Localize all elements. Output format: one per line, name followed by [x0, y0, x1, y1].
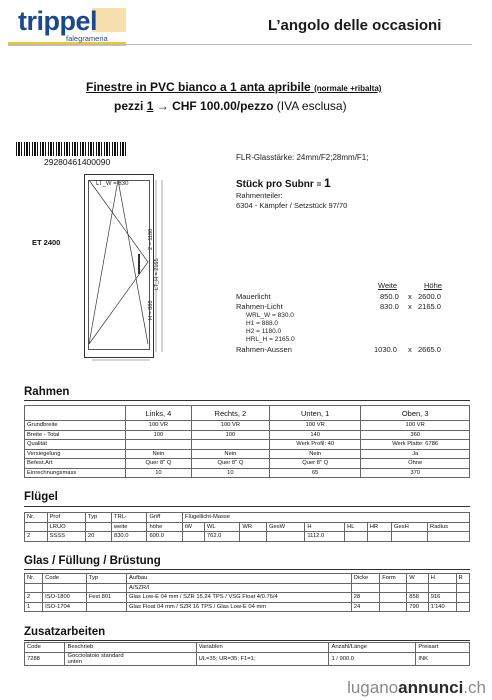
price-value: CHF 100.00/pezzo	[172, 99, 274, 113]
table-cell: Nr.	[25, 574, 43, 584]
table-cell: höhe	[147, 522, 182, 532]
table-cell: 762.0	[204, 532, 239, 542]
table-cell: 1112.0	[305, 532, 345, 542]
logo	[8, 4, 126, 46]
table-cell: 2	[25, 532, 48, 542]
table-row	[25, 449, 470, 459]
row-aussen-label: Rahmen-Aussen	[236, 345, 292, 354]
table-cell: Nr.	[25, 513, 48, 523]
table-cell: 360	[361, 430, 470, 440]
stueck-value: 1	[324, 176, 331, 190]
sub-h2: H2 = 1180.0	[246, 328, 282, 335]
row-rahmenlicht-h: 2165.0	[418, 302, 441, 311]
table-row	[25, 602, 470, 612]
table-cell: WL	[204, 522, 239, 532]
row-mauerlicht-w: 850.0	[380, 292, 399, 301]
row-mauerlicht-label: Mauerlicht	[236, 292, 271, 301]
table-cell: Glas Low-E 04 mm / SZR 15.24 TPS / VSG Float 4/0.76/4	[127, 593, 352, 603]
table-cell: Quer 8" Q	[269, 459, 360, 469]
slogan: L’angolo delle occasioni	[268, 17, 442, 34]
arrow-icon: →	[156, 99, 169, 113]
table-cell: 1	[25, 602, 43, 612]
table-cell: Code	[43, 574, 87, 584]
rahmenteiler-label: Rahmenteiler:	[236, 191, 283, 200]
table-cell: Typ	[85, 513, 111, 523]
table-cell: 140	[269, 430, 360, 440]
row-mauerlicht-x: x	[408, 292, 412, 301]
rahmen-title: Rahmen	[24, 386, 70, 398]
table-cell: Nein	[191, 449, 269, 459]
rahmen-header-cell: Links, 4	[126, 406, 192, 421]
table-cell: Ja	[361, 449, 470, 459]
table-cell: Form	[380, 574, 407, 584]
table-cell: Nein	[126, 449, 192, 459]
table-cell: 7288	[25, 652, 65, 665]
table-cell: 100 VR	[361, 421, 470, 431]
table-cell	[456, 583, 469, 593]
table-cell: ISO-1704	[43, 602, 87, 612]
table-cell: 830.0	[111, 532, 146, 542]
table-cell: 600.0	[147, 532, 182, 542]
window-drawing	[84, 174, 174, 374]
table-cell: Einrechnungsmass	[25, 468, 126, 478]
table-cell: 1'140	[428, 602, 456, 612]
table-cell: Anzahl/Länge	[329, 643, 416, 653]
glas-header-row	[25, 574, 470, 584]
zusatz-header-row	[25, 643, 470, 653]
table-cell	[240, 532, 267, 542]
table-cell: Nein	[269, 449, 360, 459]
table-row	[25, 652, 470, 665]
table-cell: 2	[25, 593, 43, 603]
table-cell: 10	[191, 468, 269, 478]
table-cell: UL=35; UR=35; F1=1;	[196, 652, 329, 665]
sub-wrl-w: WRL_W = 830.0	[246, 312, 294, 319]
table-cell: 370	[361, 468, 470, 478]
watermark-part3: .ch	[463, 678, 486, 697]
table-cell: 100	[191, 430, 269, 440]
table-cell	[191, 440, 269, 450]
table-cell: 100	[126, 430, 192, 440]
table-row	[25, 459, 470, 469]
rahmen-header-cell: Rechts, 2	[191, 406, 269, 421]
stueck-line	[236, 176, 331, 190]
table-cell: Aufbau	[127, 574, 352, 584]
stueck-eq: =	[316, 180, 322, 189]
rahmen-header-cell: Unten, 1	[269, 406, 360, 421]
table-cell	[182, 532, 204, 542]
rahmen-header-cell: Oben, 3	[361, 406, 470, 421]
table-cell: GesH	[391, 522, 427, 532]
table-cell	[428, 583, 456, 593]
qty-value: 1	[146, 99, 154, 113]
row-aussen-w: 1030.0	[374, 345, 397, 354]
table-cell: R	[456, 574, 469, 584]
table-cell: Versiegelung	[25, 449, 126, 459]
table-cell: Fest 801	[86, 593, 126, 603]
table-cell: 20	[85, 532, 111, 542]
table-cell: 916	[428, 593, 456, 603]
table-cell: INK	[416, 652, 470, 665]
table-cell	[380, 602, 407, 612]
watermark	[347, 678, 486, 698]
table-cell: Gocciolatoio standard unten	[65, 652, 196, 665]
fluegel-table	[24, 512, 470, 542]
table-cell: Breite - Total	[25, 430, 126, 440]
table-cell: Code	[25, 643, 65, 653]
table-cell	[43, 583, 87, 593]
table-cell: 28	[351, 593, 380, 603]
table-cell: ISO-1800	[43, 593, 87, 603]
zusatz-title: Zusatzarbeiten	[24, 626, 106, 638]
table-row	[25, 593, 470, 603]
table-cell: Flügellicht-Masse	[182, 513, 469, 523]
qty-label: pezzi	[114, 99, 144, 113]
table-cell	[86, 583, 126, 593]
table-cell	[345, 532, 368, 542]
table-cell: H	[305, 522, 345, 532]
col-weite: Weite	[378, 281, 398, 290]
table-cell: WR	[240, 522, 267, 532]
table-cell: LRUO	[47, 522, 85, 532]
vat-note: (IVA esclusa)	[276, 99, 347, 113]
table-cell	[428, 532, 470, 542]
headline-note: (normale +ribalta)	[314, 84, 382, 93]
table-cell	[380, 583, 407, 593]
glas-header-row	[25, 583, 470, 593]
table-cell: 790	[407, 602, 428, 612]
header-divider	[8, 44, 472, 45]
fluegel-rule	[24, 506, 470, 507]
row-rahmenlicht-label: Rahmen-Licht	[236, 302, 283, 311]
dim-lt-w: LT_W = 830	[96, 181, 129, 187]
table-cell: tW	[182, 522, 204, 532]
table-cell	[267, 532, 305, 542]
row-rahmenlicht-w: 830.0	[380, 302, 399, 311]
rahmen-rule	[24, 400, 470, 401]
table-cell: A/SZR/I	[127, 583, 352, 593]
table-cell: Quer 8" Q	[191, 459, 269, 469]
table-cell	[456, 602, 469, 612]
table-row	[25, 440, 470, 450]
table-cell: Grundbreite	[25, 421, 126, 431]
table-cell	[85, 522, 111, 532]
brand-subtitle: falegrameria	[66, 34, 108, 43]
sub-h1: H1 = 888.0	[246, 320, 278, 327]
table-cell: weite	[111, 522, 146, 532]
table-cell: Prof	[47, 513, 85, 523]
barcode	[16, 142, 126, 156]
watermark-part2: annunci	[398, 678, 464, 697]
table-cell: 65	[269, 468, 360, 478]
table-cell: 10	[126, 468, 192, 478]
table-cell: Typ	[86, 574, 126, 584]
rahmen-header-row	[25, 406, 470, 421]
table-cell: 858	[407, 593, 428, 603]
table-cell: Qualität	[25, 440, 126, 450]
table-cell: HL	[345, 522, 368, 532]
table-cell	[25, 522, 48, 532]
table-cell: Werk Platte: 6786	[361, 440, 470, 450]
dim-1180: 2 = 1180	[148, 228, 154, 250]
table-cell	[86, 602, 126, 612]
table-cell: Werk Profil: 40	[269, 440, 360, 450]
et-label: ET 2400	[32, 238, 61, 247]
table-cell: W	[407, 574, 428, 584]
stueck-label: Stück pro Subnr	[236, 179, 314, 190]
row-aussen-h: 2665.0	[418, 345, 441, 354]
zusatz-rule	[24, 640, 470, 641]
headline-text: Finestre in PVC bianco a 1 anta apribile	[86, 80, 311, 94]
table-cell	[391, 532, 427, 542]
table-cell: 100 VR	[269, 421, 360, 431]
table-cell	[407, 583, 428, 593]
table-cell: H	[428, 574, 456, 584]
table-cell: Quer 8" Q	[126, 459, 192, 469]
row-aussen-x: x	[408, 345, 412, 354]
table-cell: Glas Float 04 mm / SZR 16 TPS / Glas Low-E 04 mm	[127, 602, 352, 612]
fluegel-header-row	[25, 513, 470, 523]
table-cell: TRL-	[111, 513, 146, 523]
table-cell	[126, 440, 192, 450]
rahmenteiler-value: 6304 - Kämpfer / Setzstück 97/70	[236, 201, 348, 210]
table-cell: GesW	[267, 522, 305, 532]
dim-lt-h: LT_H = 2165	[154, 258, 160, 290]
table-cell: 1 / 900.0	[329, 652, 416, 665]
table-cell: Preisart	[416, 643, 470, 653]
table-cell: Griff	[147, 513, 182, 523]
table-cell	[380, 593, 407, 603]
glas-rule	[24, 569, 470, 570]
rahmen-header-cell	[25, 406, 126, 421]
fluegel-header-row	[25, 522, 470, 532]
rahmen-table	[24, 405, 470, 478]
table-cell: HR	[367, 522, 391, 532]
table-row	[25, 468, 470, 478]
offer-price	[114, 99, 347, 113]
table-cell	[25, 583, 43, 593]
table-cell	[351, 583, 380, 593]
table-cell	[367, 532, 391, 542]
zusatz-table	[24, 642, 470, 666]
table-cell: Radius	[428, 522, 470, 532]
offer-headline	[86, 80, 381, 94]
barcode-number: 29280461400090	[44, 157, 111, 167]
table-cell: Dicke	[351, 574, 380, 584]
table-row	[25, 532, 470, 542]
glas-table	[24, 573, 470, 612]
table-row	[25, 421, 470, 431]
table-cell: 100 VR	[126, 421, 192, 431]
col-hoehe: Höhe	[424, 281, 442, 290]
watermark-part1: lugano	[347, 678, 399, 697]
glas-title: Glas / Füllung / Brüstung	[24, 555, 161, 567]
brand-name: trippel	[18, 6, 98, 36]
table-cell	[456, 593, 469, 603]
table-cell: Variablen	[196, 643, 329, 653]
table-cell: 24	[351, 602, 380, 612]
table-cell: Befest.Art	[25, 459, 126, 469]
dim-888: H = 888	[148, 300, 154, 320]
fluegel-title: Flügel	[24, 491, 58, 503]
table-cell: 100 VR	[191, 421, 269, 431]
sub-hrl-h: HRL_H = 2165.0	[246, 336, 295, 343]
table-cell: Ohne	[361, 459, 470, 469]
glass-thickness: FLR-Glasstärke: 24mm/F2;28mm/F1;	[236, 153, 369, 162]
table-row	[25, 430, 470, 440]
row-mauerlicht-h: 2600.0	[418, 292, 441, 301]
table-cell: Beschrieb	[65, 643, 196, 653]
table-cell: SSSS	[47, 532, 85, 542]
row-rahmenlicht-x: x	[408, 302, 412, 311]
